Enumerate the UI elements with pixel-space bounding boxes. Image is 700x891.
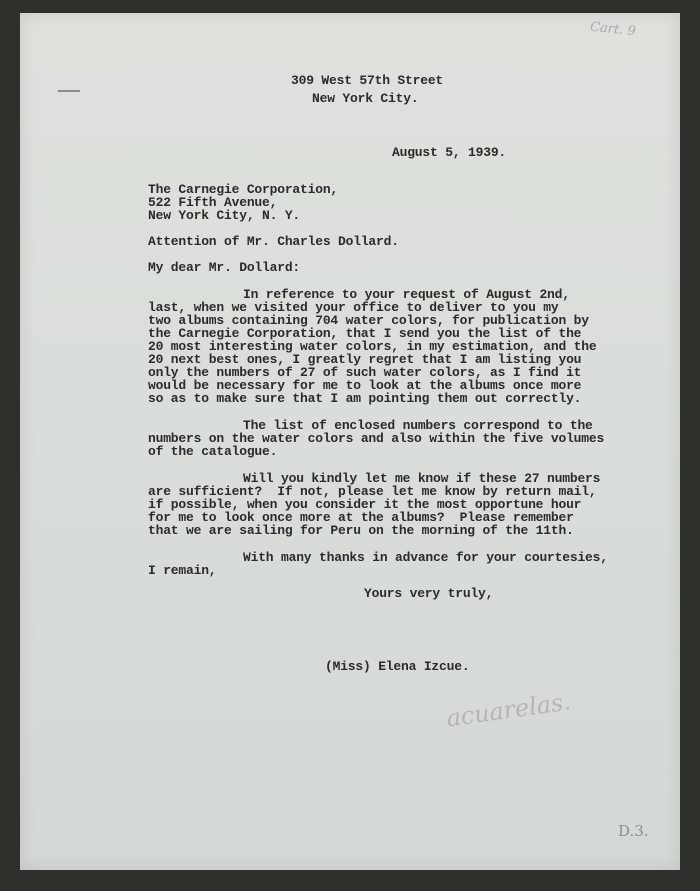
- paragraph4-line2: I remain,: [148, 563, 217, 578]
- letter-date: August 5, 1939.: [392, 145, 507, 160]
- paragraph3-line1: Will you kindly let me know if these 27 numbers: [243, 471, 601, 486]
- closing: Yours very truly,: [364, 586, 494, 601]
- paragraph4-line1: With many thanks in advance for your courtesies,: [243, 550, 608, 565]
- salutation: My dear Mr. Dollard:: [148, 260, 301, 275]
- recipient-line3: New York City, N. Y.: [148, 208, 301, 223]
- paragraph3-line4: for me to look once more at the albums? Please remember: [148, 510, 574, 525]
- paragraph1-line8: would be necessary for me to look at the albums once more: [148, 378, 582, 393]
- paragraph1-line2: last, when we visited your office to deliver to you my: [148, 300, 559, 315]
- paragraph1-line6: 20 next best ones, I greatly regret that I am listing you: [148, 352, 582, 367]
- paragraph1-line9: so as to make sure that I am pointing them out correctly.: [148, 391, 582, 406]
- paragraph1-line3: two albums containing 704 water colors, for publication by: [148, 313, 589, 328]
- paragraph3-line2: are sufficient? If not, please let me know by return mail,: [148, 484, 597, 499]
- return-address-line1: 309 West 57th Street: [291, 73, 444, 88]
- return-address-line2: New York City.: [312, 91, 419, 106]
- paragraph3-line3: if possible, when you consider it the most opportune hour: [148, 497, 582, 512]
- signature: (Miss) Elena Izcue.: [325, 659, 470, 674]
- attention-line: Attention of Mr. Charles Dollard.: [148, 234, 399, 249]
- paragraph1-line1: In reference to your request of August 2nd,: [243, 287, 570, 302]
- paragraph2-line1: The list of enclosed numbers correspond to the: [243, 418, 593, 433]
- margin-mark: [58, 90, 80, 92]
- handwritten-note: acuarelas.: [444, 687, 573, 733]
- paragraph2-line3: of the catalogue.: [148, 444, 278, 459]
- paragraph2-line2: numbers on the water colors and also within the five volumes: [148, 431, 605, 446]
- annotation-bottom-right: D.3.: [618, 822, 649, 840]
- recipient-line2: 522 Fifth Avenue,: [148, 195, 278, 210]
- paragraph3-line5: that we are sailing for Peru on the morning of the 11th.: [148, 523, 574, 538]
- paragraph1-line7: only the numbers of 27 of such water colors, as I find it: [148, 365, 582, 380]
- paragraph1-line4: the Carnegie Corporation, that I send you the list of the: [148, 326, 582, 341]
- annotation-top-right: Cart. 9: [589, 19, 637, 40]
- recipient-line1: The Carnegie Corporation,: [148, 182, 339, 197]
- paragraph1-line5: 20 most interesting water colors, in my estimation, and the: [148, 339, 597, 354]
